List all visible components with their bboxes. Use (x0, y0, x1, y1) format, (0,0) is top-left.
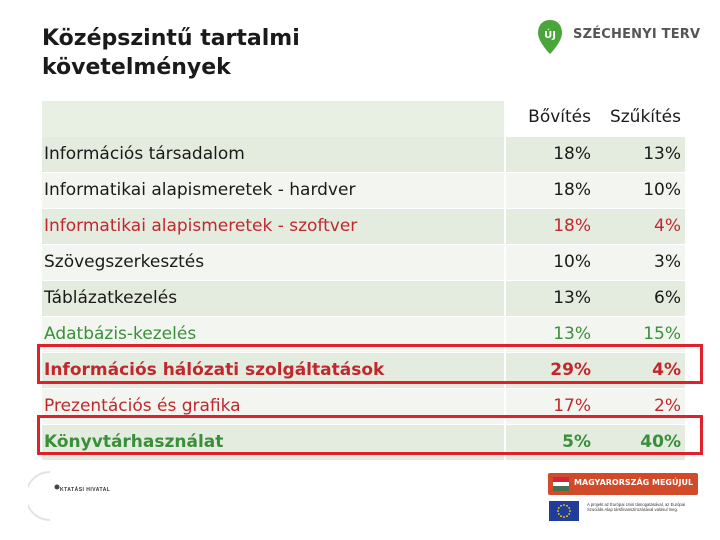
row-bovites: 18% (553, 180, 591, 200)
eu-funding-text: A projekt az Európai Unió támogatásával, az Európai Szociális Alap társfinanszírozásával valósul meg. (587, 502, 685, 512)
hungarian-flag-icon (553, 477, 569, 491)
row-bovites: 29% (550, 360, 591, 380)
row-bovites: 5% (562, 432, 591, 452)
row-bovites: 13% (553, 288, 591, 308)
header-bar (42, 101, 504, 137)
title-line-2: követelmények (42, 55, 231, 80)
row-bovites: 17% (553, 396, 591, 416)
row-bovites: 10% (553, 252, 591, 272)
logo-text: SZÉCHENYI TERV (573, 27, 701, 42)
row-bovites: 18% (553, 144, 591, 164)
oktatasi-hivatal-text: KTATÁSI HIVATAL (60, 487, 111, 493)
requirements-table (42, 101, 685, 461)
row-label: Adatbázis-kezelés (44, 324, 197, 344)
table-row (42, 281, 685, 317)
row-szukites: 4% (652, 360, 681, 380)
row-label: Szövegszerkesztés (44, 252, 205, 272)
row-szukites: 10% (643, 180, 681, 200)
page-title (42, 24, 300, 82)
table-row (42, 245, 685, 281)
eu-flag-icon (549, 501, 579, 521)
row-szukites: 4% (654, 216, 681, 236)
header-szukites: Szűkítés (609, 107, 681, 127)
row-szukites: 3% (654, 252, 681, 272)
table-header (42, 101, 685, 137)
row-bovites: 18% (553, 216, 591, 236)
row-label: Táblázatkezelés (44, 288, 178, 308)
row-label: Információs hálózati szolgáltatások (44, 360, 385, 380)
row-label: Informatikai alapismeretek - szoftver (44, 216, 358, 236)
row-label: Prezentációs és grafika (44, 396, 241, 416)
table-row (42, 317, 685, 353)
oktatasi-hivatal-logo-icon (28, 466, 148, 526)
row-label: Információs társadalom (44, 144, 245, 164)
header-bovites: Bővítés (528, 107, 591, 127)
row-szukites: 15% (643, 324, 681, 344)
magyarorszag-megujul-text: MAGYARORSZÁG MEGÚJUL (574, 478, 694, 487)
row-szukites: 40% (640, 432, 681, 452)
row-bovites: 13% (553, 324, 591, 344)
logo-letter: ÚJ (544, 30, 556, 41)
table-row (42, 389, 685, 425)
title-line-1: Középszintű tartalmi (42, 26, 300, 51)
row-szukites: 13% (643, 144, 681, 164)
row-szukites: 2% (654, 396, 681, 416)
table-row (42, 353, 685, 389)
table-row (42, 425, 685, 461)
table-row (42, 137, 685, 173)
row-label: Könyvtárhasználat (44, 432, 224, 452)
row-label: Informatikai alapismeretek - hardver (44, 180, 356, 200)
row-szukites: 6% (654, 288, 681, 308)
table-row (42, 209, 685, 245)
table-row (42, 173, 685, 209)
